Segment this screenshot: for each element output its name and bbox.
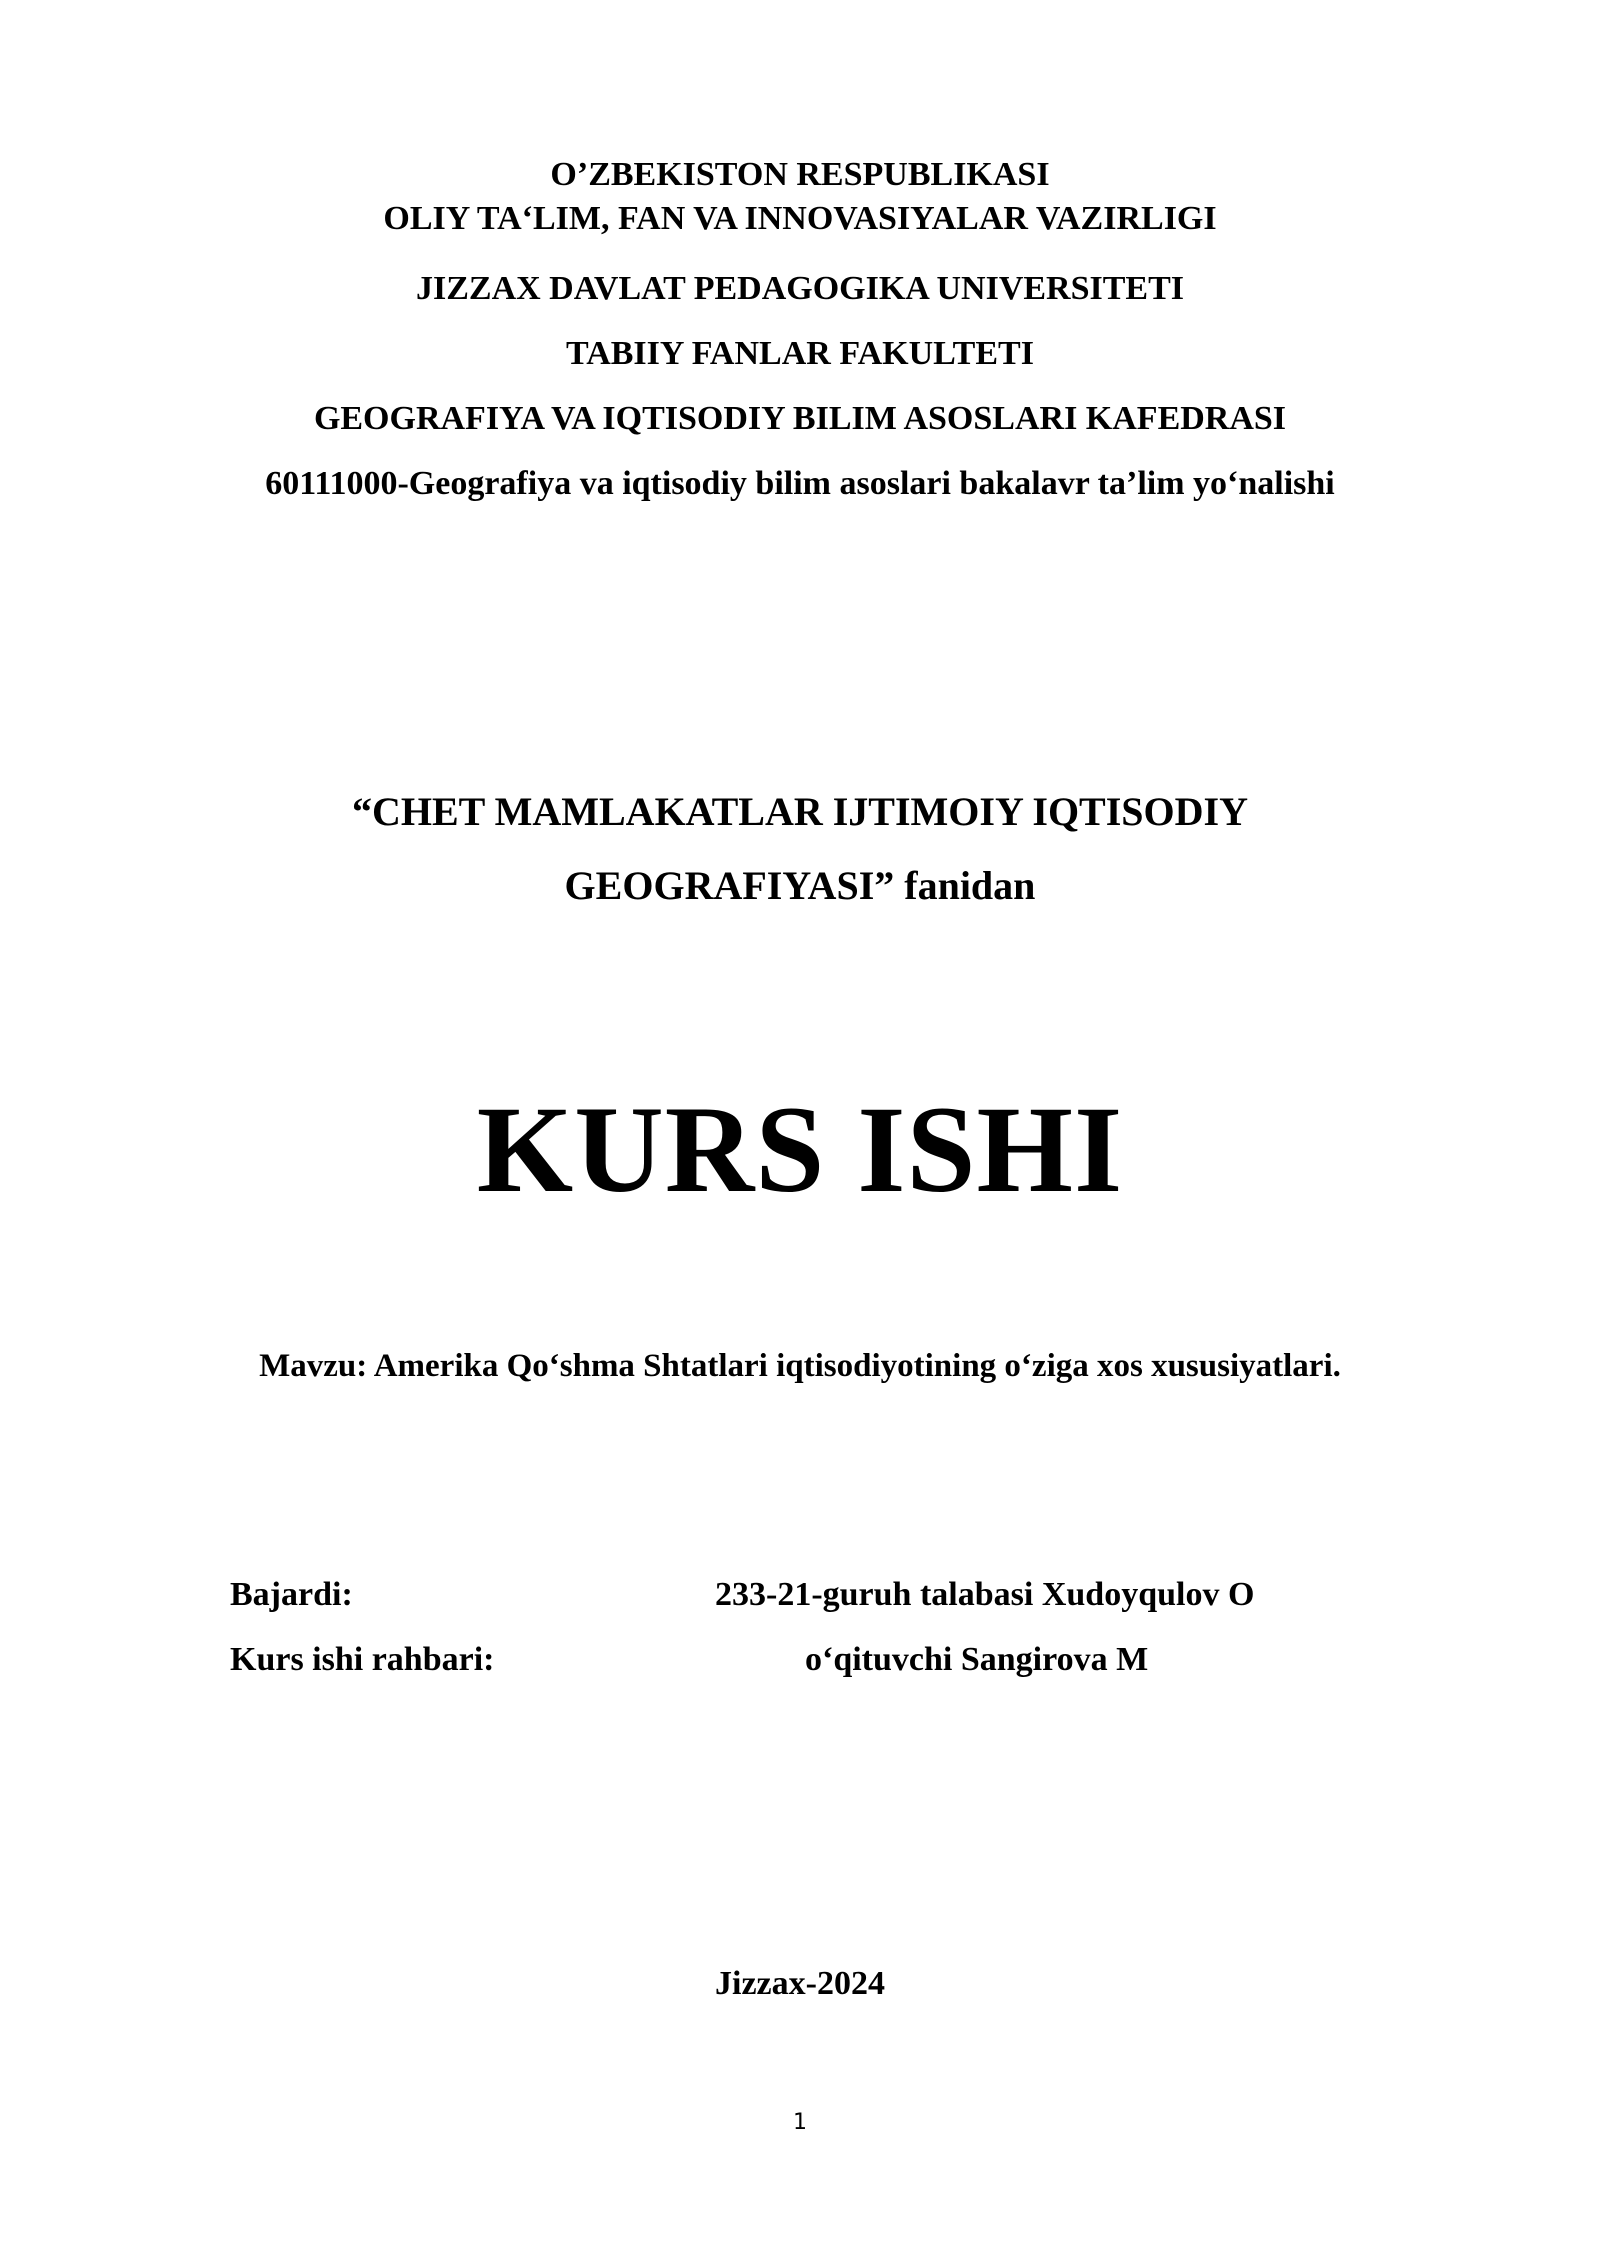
university-name: JIZZAX DAVLAT PEDAGOGIKA UNIVERSITETI xyxy=(415,270,1185,307)
topic: Mavzu: Amerika Qo‘shma Shtatlari iqtisodiyotining o‘ziga xos xususiyatlari. xyxy=(259,1348,1341,1384)
place-year: Jizzax-2024 xyxy=(715,1965,885,2002)
ministry-name: OLIY TA‘LIM, FAN VA INNOVASIYALAR VAZIRLIGI xyxy=(383,200,1217,237)
course-name-line2: GEOGRAFIYASI” fanidan xyxy=(564,863,1036,908)
performed-by-row xyxy=(0,1578,1600,1618)
supervisor-row xyxy=(0,1643,1600,1683)
document-title: KURS ISHI xyxy=(476,1081,1124,1218)
republic-name: O’ZBEKISTON RESPUBLIKASI xyxy=(550,156,1050,193)
course-name-line1: “CHET MAMLAKATLAR IJTIMOIY IQTISODIY xyxy=(351,789,1249,834)
page-number: 1 xyxy=(793,2110,807,2135)
program-name: 60111000-Geografiya va iqtisodiy bilim asoslari bakalavr ta’lim yo‘nalishi xyxy=(265,465,1335,502)
department-name: GEOGRAFIYA VA IQTISODIY BILIM ASOSLARI KAFEDRASI xyxy=(313,400,1287,437)
performed-by-value: 233-21-guruh talabasi Xudoyqulov O xyxy=(715,1576,1255,1613)
faculty-name: TABIIY FANLAR FAKULTETI xyxy=(566,335,1034,372)
supervisor-label: Kurs ishi rahbari: xyxy=(230,1641,495,1678)
performed-by-label: Bajardi: xyxy=(230,1576,353,1613)
supervisor-value: o‘qituvchi Sangirova M xyxy=(805,1641,1149,1678)
